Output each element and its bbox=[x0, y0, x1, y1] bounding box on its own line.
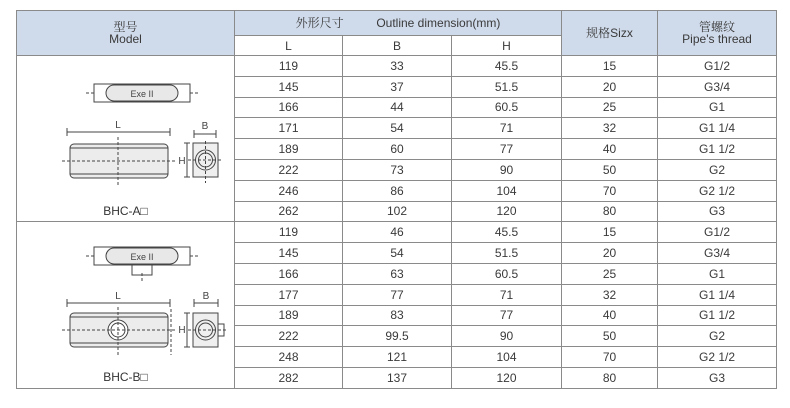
header-thread bbox=[658, 11, 777, 56]
cell-size: 32 bbox=[562, 284, 658, 305]
header-model bbox=[17, 11, 235, 56]
model-cell bbox=[17, 222, 235, 388]
table-row bbox=[17, 56, 777, 77]
cell-l: 189 bbox=[235, 139, 343, 160]
cell-thread: G3 bbox=[658, 201, 777, 222]
cell-h: 71 bbox=[452, 118, 562, 139]
spec-table-body bbox=[17, 56, 777, 389]
cell-l: 282 bbox=[235, 367, 343, 388]
dim-b-label: B bbox=[202, 291, 209, 303]
dim-h-label: H bbox=[177, 155, 186, 167]
cell-h: 60.5 bbox=[452, 97, 562, 118]
cell-thread: G1 bbox=[658, 263, 777, 284]
cell-l: 222 bbox=[235, 326, 343, 347]
dim-l-label: L bbox=[114, 291, 121, 303]
cell-h: 104 bbox=[452, 180, 562, 201]
conduit-body-b-drawing bbox=[18, 223, 234, 387]
cell-b: 137 bbox=[343, 367, 452, 388]
cell-l: 166 bbox=[235, 263, 343, 284]
cell-h: 104 bbox=[452, 347, 562, 368]
cell-l: 145 bbox=[235, 243, 343, 264]
cell-b: 63 bbox=[343, 263, 452, 284]
cell-b: 54 bbox=[343, 118, 452, 139]
table-row bbox=[17, 222, 777, 243]
cell-thread: G1 1/4 bbox=[658, 284, 777, 305]
model-name: BHC-A□ bbox=[103, 203, 148, 218]
spec-table bbox=[16, 10, 777, 389]
cell-l: 177 bbox=[235, 284, 343, 305]
cell-thread: G2 1/2 bbox=[658, 347, 777, 368]
cell-thread: G2 1/2 bbox=[658, 180, 777, 201]
cell-l: 145 bbox=[235, 76, 343, 97]
model-name: BHC-B□ bbox=[103, 370, 148, 385]
cell-thread: G3/4 bbox=[658, 243, 777, 264]
cell-h: 120 bbox=[452, 367, 562, 388]
model-diagram-a bbox=[18, 57, 234, 221]
cell-thread: G1 1/2 bbox=[658, 305, 777, 326]
cell-l: 189 bbox=[235, 305, 343, 326]
cell-h: 60.5 bbox=[452, 263, 562, 284]
header-outline-en: Outline dimension(mm) bbox=[376, 16, 501, 30]
cell-size: 20 bbox=[562, 243, 658, 264]
dim-l-label: L bbox=[114, 119, 121, 131]
cell-size: 70 bbox=[562, 180, 658, 201]
cell-thread: G1/2 bbox=[658, 56, 777, 77]
cell-l: 119 bbox=[235, 56, 343, 77]
cell-b: 33 bbox=[343, 56, 452, 77]
cell-size: 40 bbox=[562, 139, 658, 160]
cell-h: 71 bbox=[452, 284, 562, 305]
header-col-h: H bbox=[452, 36, 562, 56]
cell-b: 44 bbox=[343, 97, 452, 118]
cell-l: 166 bbox=[235, 97, 343, 118]
cell-b: 60 bbox=[343, 139, 452, 160]
cell-l: 248 bbox=[235, 347, 343, 368]
cell-thread: G1 1/2 bbox=[658, 139, 777, 160]
cell-size: 15 bbox=[562, 56, 658, 77]
cell-thread: G1/2 bbox=[658, 222, 777, 243]
header-thread-zh: 管螺纹 bbox=[699, 20, 736, 34]
header-col-l: L bbox=[235, 36, 343, 56]
cell-b: 46 bbox=[343, 222, 452, 243]
cell-l: 119 bbox=[235, 222, 343, 243]
conduit-body-a-drawing bbox=[18, 57, 234, 221]
cell-h: 77 bbox=[452, 305, 562, 326]
cell-thread: G1 1/4 bbox=[658, 118, 777, 139]
exe-label: Exe II bbox=[129, 252, 154, 263]
cell-l: 262 bbox=[235, 201, 343, 222]
cell-b: 73 bbox=[343, 159, 452, 180]
model-cell bbox=[17, 56, 235, 222]
cell-size: 40 bbox=[562, 305, 658, 326]
cell-thread: G3 bbox=[658, 367, 777, 388]
cell-b: 77 bbox=[343, 284, 452, 305]
cell-size: 80 bbox=[562, 367, 658, 388]
cell-size: 25 bbox=[562, 97, 658, 118]
cell-thread: G2 bbox=[658, 159, 777, 180]
cell-l: 222 bbox=[235, 159, 343, 180]
header-size: 规格Sizx bbox=[562, 11, 658, 56]
cell-size: 50 bbox=[562, 159, 658, 180]
header-col-b: B bbox=[343, 36, 452, 56]
model-diagram-b bbox=[18, 223, 234, 387]
cell-thread: G1 bbox=[658, 97, 777, 118]
cell-size: 32 bbox=[562, 118, 658, 139]
cell-h: 90 bbox=[452, 326, 562, 347]
cell-h: 51.5 bbox=[452, 76, 562, 97]
cell-size: 50 bbox=[562, 326, 658, 347]
cell-l: 171 bbox=[235, 118, 343, 139]
cell-h: 45.5 bbox=[452, 56, 562, 77]
header-outline bbox=[235, 11, 562, 36]
header-outline-zh: 外形尺寸 bbox=[295, 16, 344, 30]
cell-b: 54 bbox=[343, 243, 452, 264]
header-thread-en: Pipe's thread bbox=[682, 32, 752, 46]
cell-h: 77 bbox=[452, 139, 562, 160]
cell-thread: G2 bbox=[658, 326, 777, 347]
cell-b: 86 bbox=[343, 180, 452, 201]
cell-thread: G3/4 bbox=[658, 76, 777, 97]
cell-size: 25 bbox=[562, 263, 658, 284]
cell-l: 246 bbox=[235, 180, 343, 201]
cell-h: 120 bbox=[452, 201, 562, 222]
cell-h: 45.5 bbox=[452, 222, 562, 243]
exe-label: Exe II bbox=[129, 88, 154, 99]
dim-b-label: B bbox=[201, 120, 208, 132]
cell-size: 80 bbox=[562, 201, 658, 222]
cell-b: 99.5 bbox=[343, 326, 452, 347]
dim-h-label: H bbox=[177, 325, 186, 337]
cell-h: 90 bbox=[452, 159, 562, 180]
cell-size: 20 bbox=[562, 76, 658, 97]
cell-b: 37 bbox=[343, 76, 452, 97]
cell-b: 102 bbox=[343, 201, 452, 222]
header-model-zh: 型号 bbox=[113, 20, 138, 34]
cell-size: 15 bbox=[562, 222, 658, 243]
cell-h: 51.5 bbox=[452, 243, 562, 264]
cell-b: 83 bbox=[343, 305, 452, 326]
header-model-en: Model bbox=[109, 32, 142, 46]
cell-size: 70 bbox=[562, 347, 658, 368]
cell-b: 121 bbox=[343, 347, 452, 368]
